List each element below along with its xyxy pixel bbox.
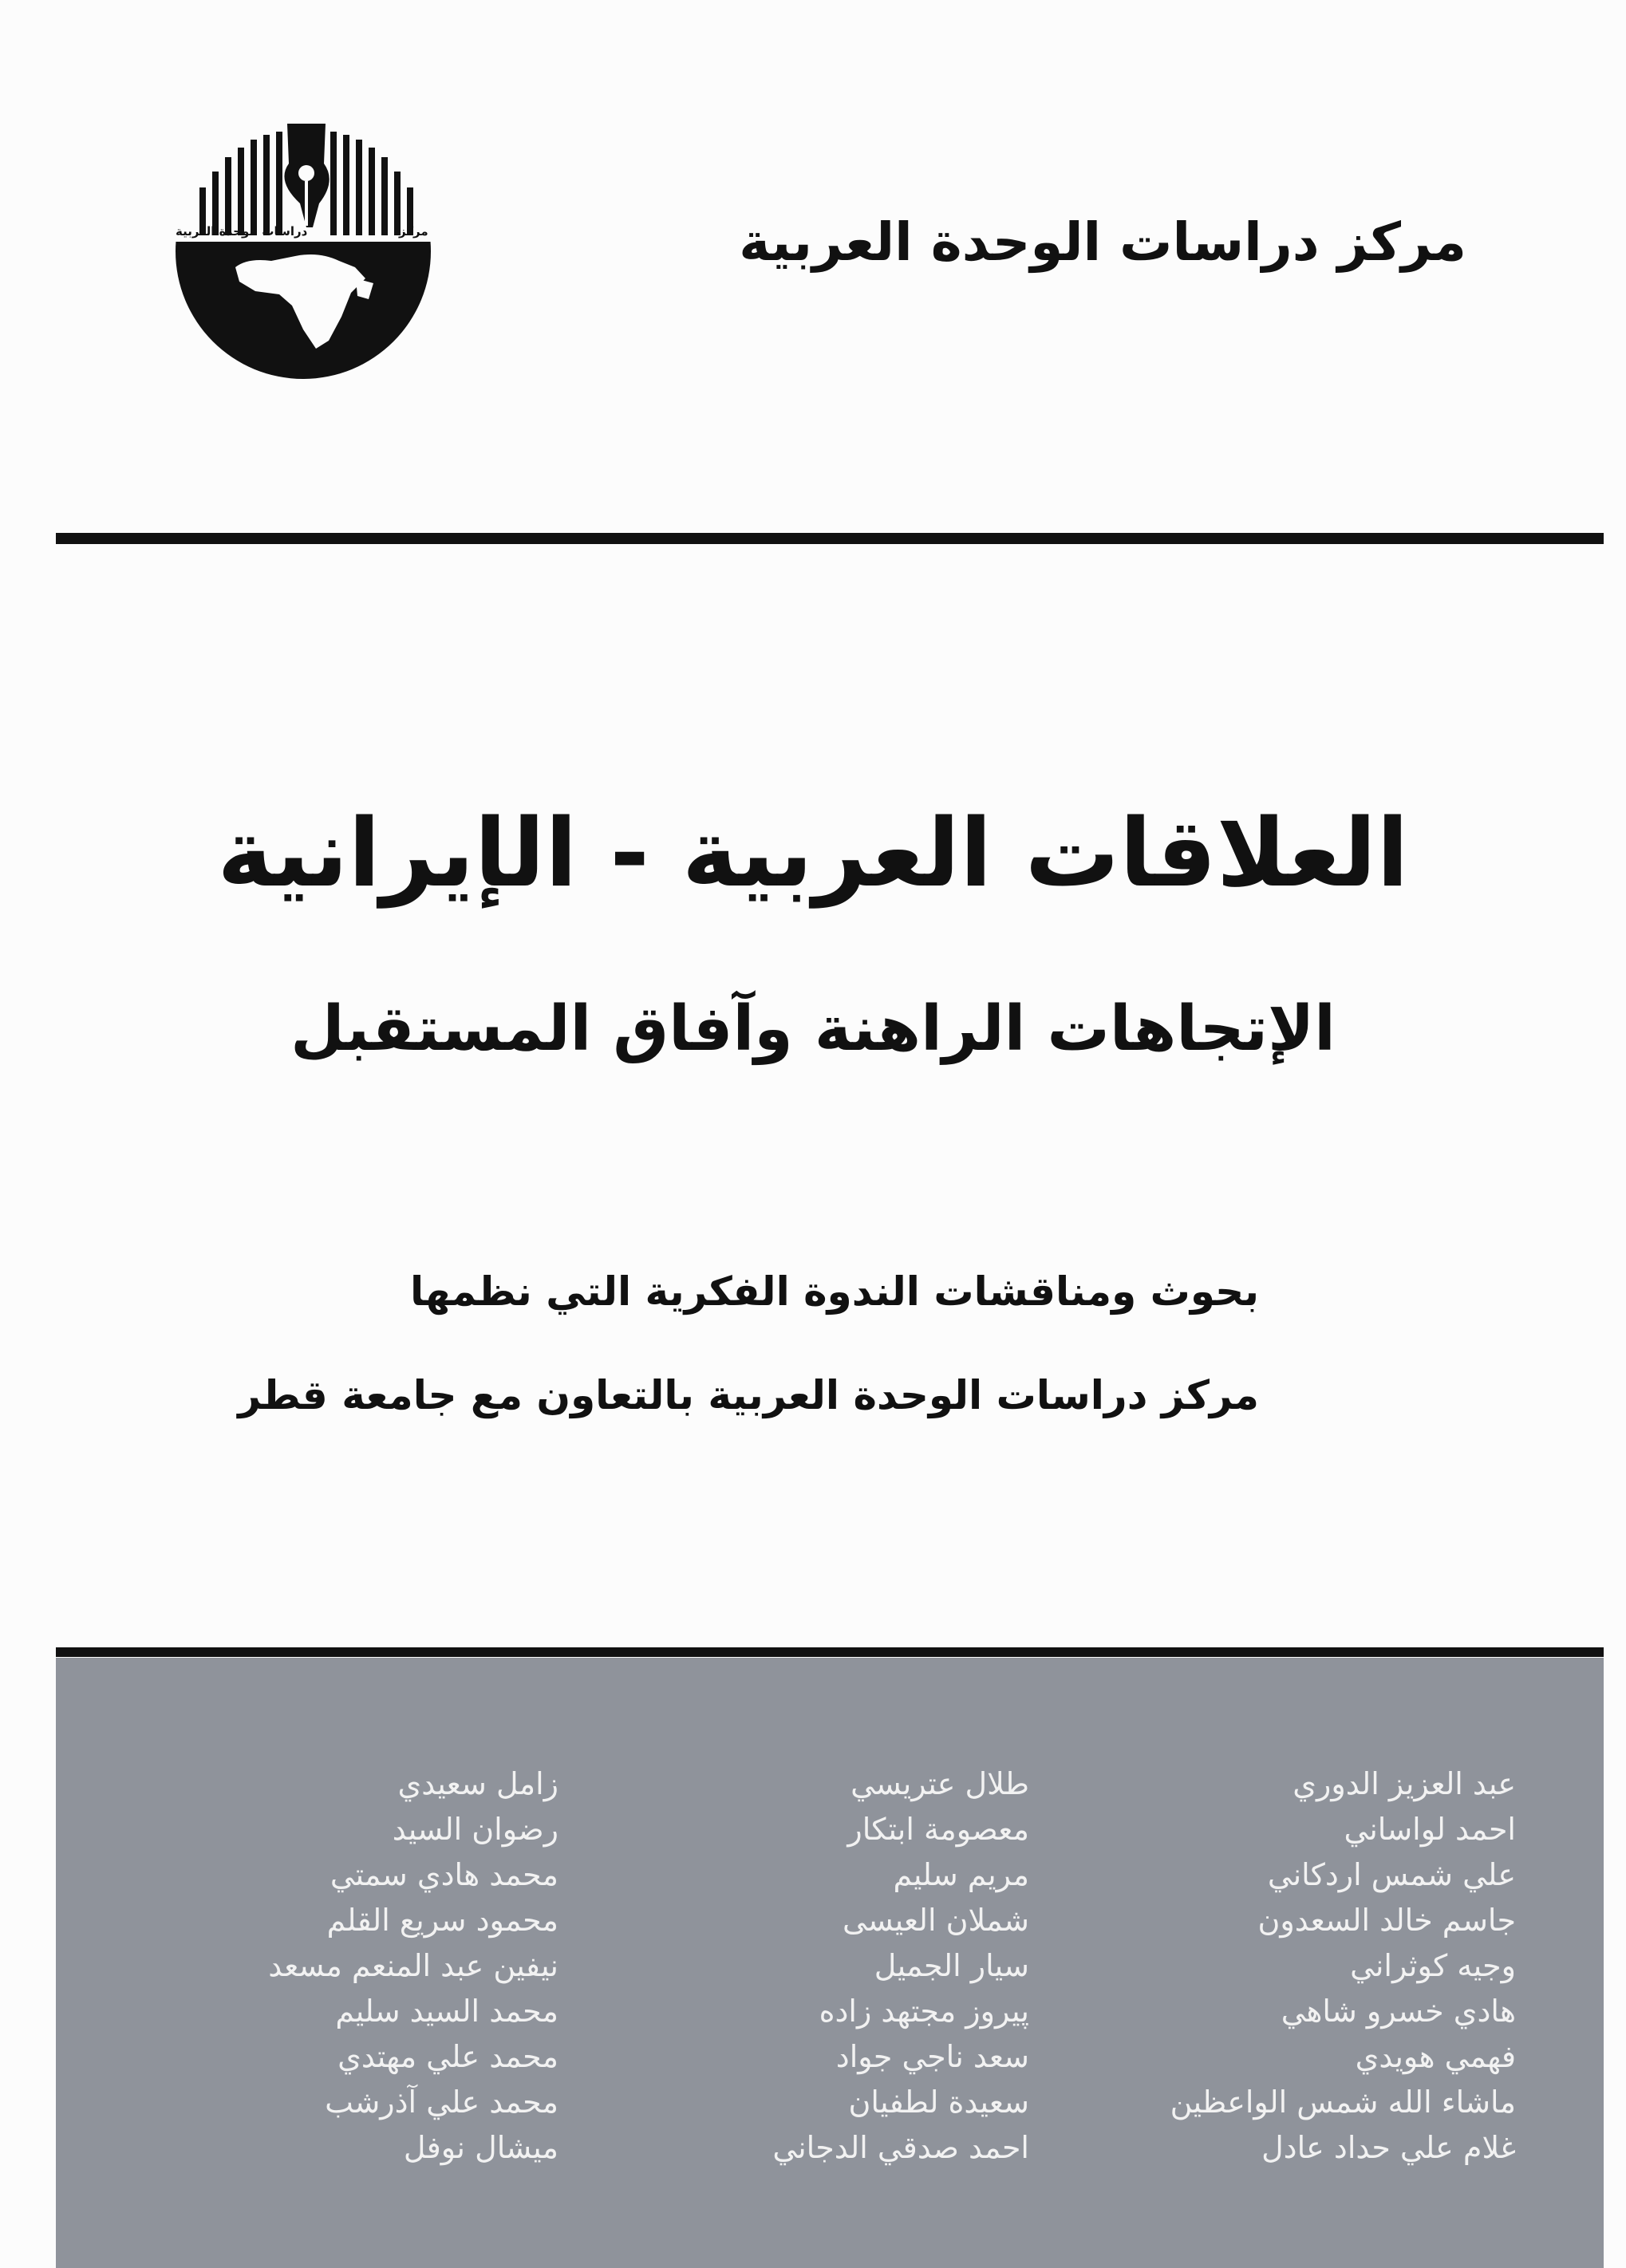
book-title: العلاقات العربية - الإيرانية: [217, 798, 1409, 908]
authors-panel: [56, 1658, 1604, 2268]
author-name: محمد علي آذرشب: [325, 2085, 558, 2120]
author-name: نيفين عبد المنعم مسعد: [268, 1948, 558, 1983]
logo-top-text: مركز: [399, 224, 428, 239]
logo-band-text: دراسات الوحدة العربية: [176, 224, 308, 239]
author-name: رضوان السيد: [392, 1812, 558, 1847]
authors-column-1: [1101, 1761, 1516, 2171]
description-line-1: بحوث ومناقشات الندوة الفكرية التي نظمها: [410, 1268, 1259, 1315]
author-name: محمد هادي سمتي: [330, 1857, 558, 1892]
description-line-2: مركز دراسات الوحدة العربية بالتعاون مع جامعة قطر: [238, 1372, 1259, 1418]
author-name: احمد لواساني: [1344, 1812, 1516, 1847]
bottom-divider: [56, 1647, 1604, 1657]
author-name: هادي خسرو شاهي: [1281, 1994, 1516, 2029]
author-name: سعد ناجي جواد: [835, 2039, 1029, 2074]
publisher-logo-icon: [160, 108, 447, 387]
author-name: محمد علي مهتدي: [337, 2039, 558, 2074]
author-name: علي شمس اردكاني: [1267, 1857, 1516, 1892]
author-name: وجيه كوثراني: [1350, 1948, 1516, 1983]
author-name: محمد السيد سليم: [335, 1994, 558, 2029]
author-name: احمد صدقي الدجاني: [772, 2130, 1029, 2165]
authors-column-2: [614, 1761, 1029, 2171]
book-subtitle: الإتجاهات الراهنة وآفاق المستقبل: [290, 993, 1336, 1065]
top-divider: [56, 533, 1604, 544]
authors-column-3: [144, 1761, 558, 2171]
author-name: پيروز مجتهد زاده: [819, 1994, 1029, 2029]
author-name: عبد العزيز الدوري: [1293, 1766, 1516, 1801]
author-name: سيار الجميل: [874, 1948, 1029, 1983]
author-name: طلال عتريسي: [850, 1766, 1029, 1801]
author-name: غلام علي حداد عادل: [1261, 2130, 1516, 2165]
publisher-name: مركز دراسات الوحدة العربية: [739, 211, 1466, 273]
author-name: شملان العيسى: [843, 1903, 1029, 1938]
author-name: زامل سعيدي: [397, 1766, 558, 1801]
author-name: معصومة ابتكار: [847, 1812, 1029, 1847]
author-name: ميشال نوفل: [403, 2130, 558, 2165]
author-name: ماشاء الله شمس الواعظين: [1170, 2085, 1516, 2120]
author-name: محمود سريع القلم: [326, 1903, 558, 1938]
author-name: مريم سليم: [893, 1857, 1029, 1892]
author-name: سعيدة لطفيان: [848, 2085, 1029, 2120]
author-name: جاسم خالد السعدون: [1257, 1903, 1516, 1938]
author-name: فهمي هويدي: [1355, 2039, 1516, 2074]
